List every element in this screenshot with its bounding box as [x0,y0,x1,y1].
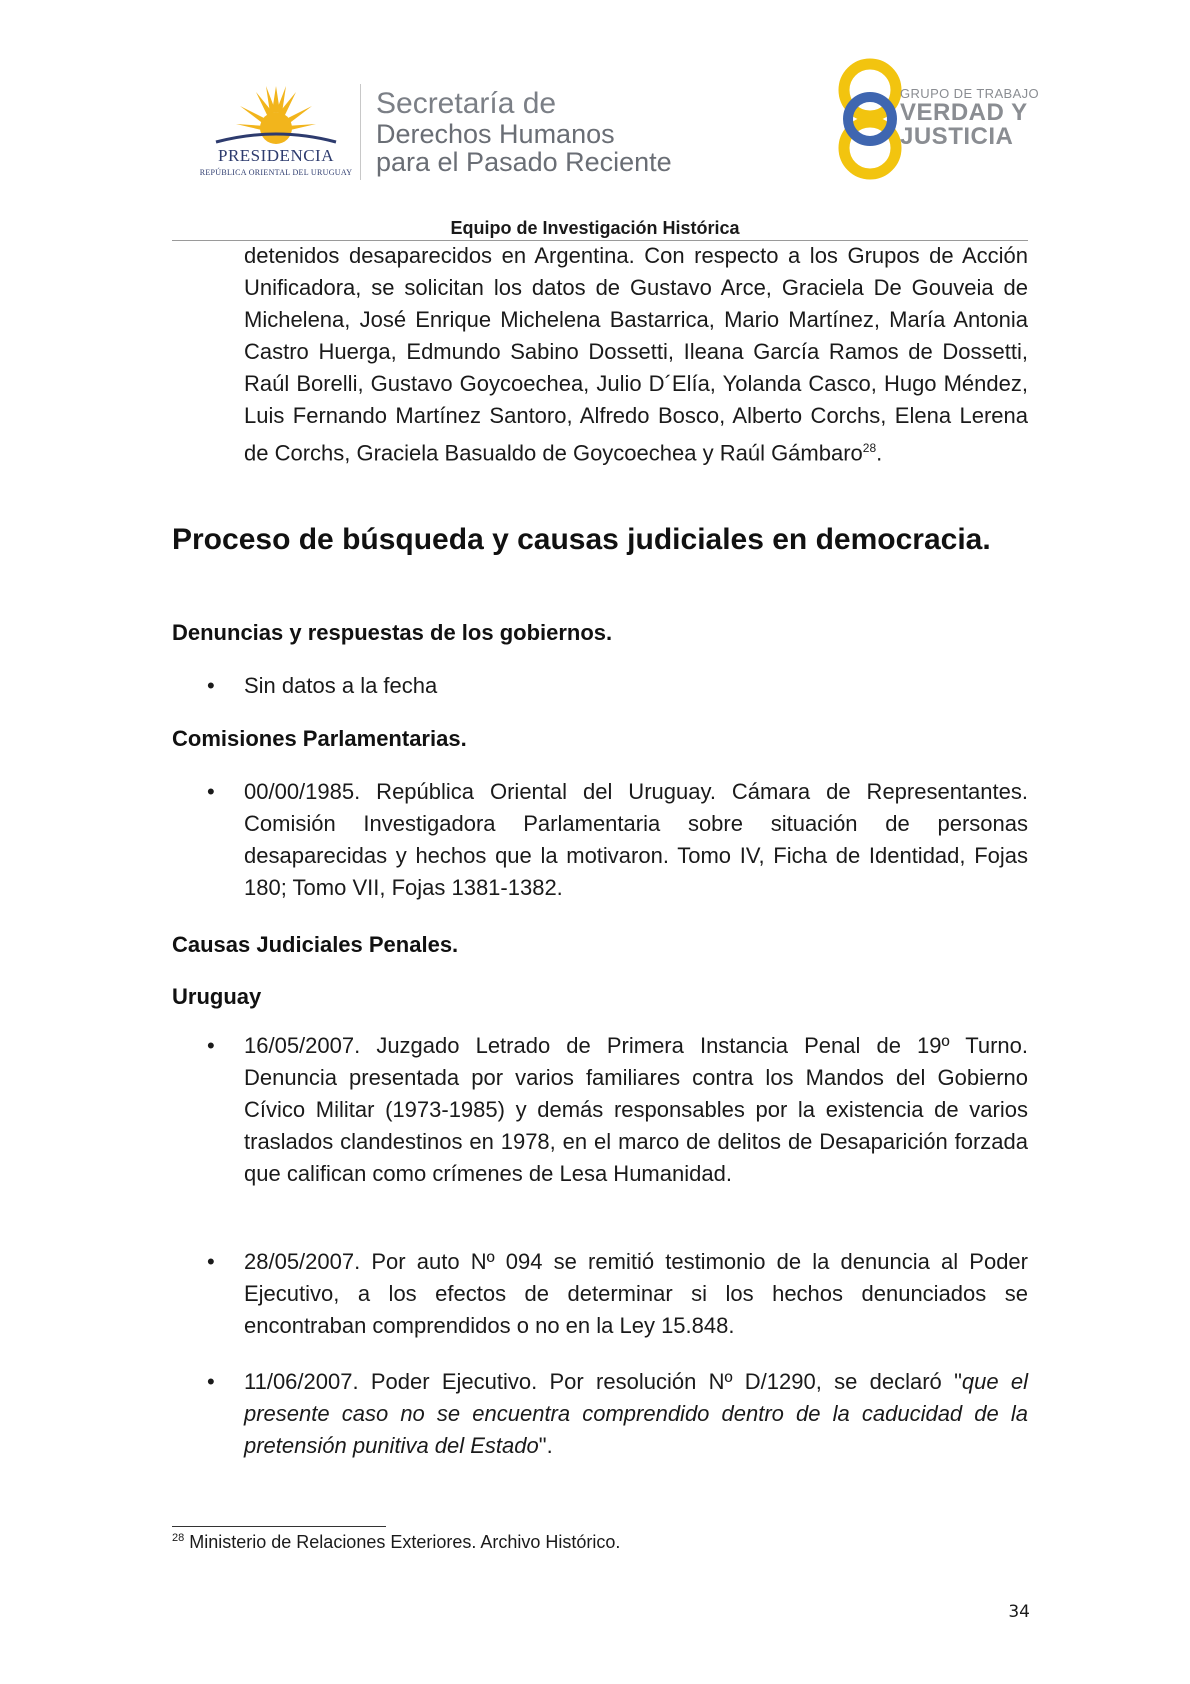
causa-item-3-prefix: 11/06/2007. Poder Ejecutivo. Por resolución Nº D/1290, se declaró " [244,1369,962,1394]
presidencia-logo [196,82,356,182]
bullet: • [207,1369,215,1394]
secretaria-logo-text [376,88,672,176]
secretaria-line-2: Derechos Humanos [376,119,615,149]
causa-item-3-quote: que el presente caso no se encuentra comprendido dentro de la caducidad de la pretensión punitiva del Estado [244,1369,1028,1458]
denuncias-item: Sin datos a la fecha [244,673,438,698]
grupo-logo-text [900,86,1039,149]
footnote-number: 28 [172,1532,185,1544]
bullet: • [207,1033,215,1058]
footnote-text: Ministerio de Relaciones Exteriores. Archivo Histórico. [184,1532,621,1552]
presidencia-subtitle: REPÚBLICA ORIENTAL DEL URUGUAY [199,168,353,177]
bullet: • [207,779,215,804]
team-title: Equipo de Investigación Histórica [450,218,740,238]
causas-heading: Causas Judiciales Penales. [172,932,459,957]
sun-emblem-icon [196,82,356,146]
grupo-line-2: VERDAD Y [900,99,1028,126]
secretaria-line-3: para el Pasado Reciente [376,147,672,177]
header-divider [360,84,361,180]
presidencia-name: PRESIDENCIA [217,146,334,165]
footnote [172,1532,620,1553]
causa-item-1: 16/05/2007. Juzgado Letrado de Primera Instancia Penal de 19º Turno. Denuncia presentada por varios familiares contra los Mandos del Gobierno Cívico Militar (1973-1985) y demás responsables por la existencia de varios traslados clandestinos en 1978, en el marco de delitos de Desaparición forzada que califican como crímenes de Lesa Humanidad. [244,1033,1028,1186]
intro-text: detenidos desaparecidos en Argentina. Con respecto a los Grupos de Acción Unificadora, se solicitan los datos de Gustavo Arce, Graciela De Gouveia de Michelena, José Enrique Michelena Bastarrica, Mario Martínez, María Antonia Castro Huerga, Edmundo Sabino Dossetti, Ileana García Ramos de Dossetti, Raúl Borelli, Gustavo Goycoechea, Julio D´Elía, Yolanda Casco, Hugo Méndez, Luis Fernando Martínez Santoro, Alfredo Bosco, Alberto Corchs, Elena Lerena de Corchs, Graciela Basualdo de Goycoechea y Raúl Gámbaro [244,243,1028,466]
secretaria-line-1: Secretaría de [376,87,557,120]
intro-paragraph [244,240,1028,469]
grupo-line-3: JUSTICIA [900,123,1014,150]
footnote-rule [172,1526,386,1527]
section-title: Proceso de búsqueda y causas judiciales en democracia. [172,523,991,556]
causa-item-2: 28/05/2007. Por auto Nº 094 se remitió testimonio de la denuncia al Poder Ejecutivo, a los efectos de determinar si los hechos denunciados se encontraban comprendidos o no en la Ley 15.848. [244,1249,1028,1338]
bullet: • [207,1249,215,1274]
causa-item-3 [244,1366,1028,1462]
bullet: • [207,673,215,698]
denuncias-heading: Denuncias y respuestas de los gobiernos. [172,620,613,645]
footnote-ref[interactable]: 28 [862,441,877,455]
page-number: 34 [1008,1602,1030,1622]
intro-end: . [876,440,883,466]
causa-item-3-suffix: ". [538,1433,553,1458]
uruguay-subheading: Uruguay [172,984,262,1009]
comisiones-heading: Comisiones Parlamentarias. [172,726,467,751]
comisiones-item: 00/00/1985. República Oriental del Uruguay. Cámara de Representantes. Comisión Investigadora Parlamentaria sobre situación de personas desaparecidas y hechos que la motivaron. Tomo IV, Ficha de Identidad, Fojas 180; Tomo VII, Fojas 1381-1382. [244,779,1028,900]
grupo-line-1: GRUPO DE TRABAJO [900,86,1040,101]
